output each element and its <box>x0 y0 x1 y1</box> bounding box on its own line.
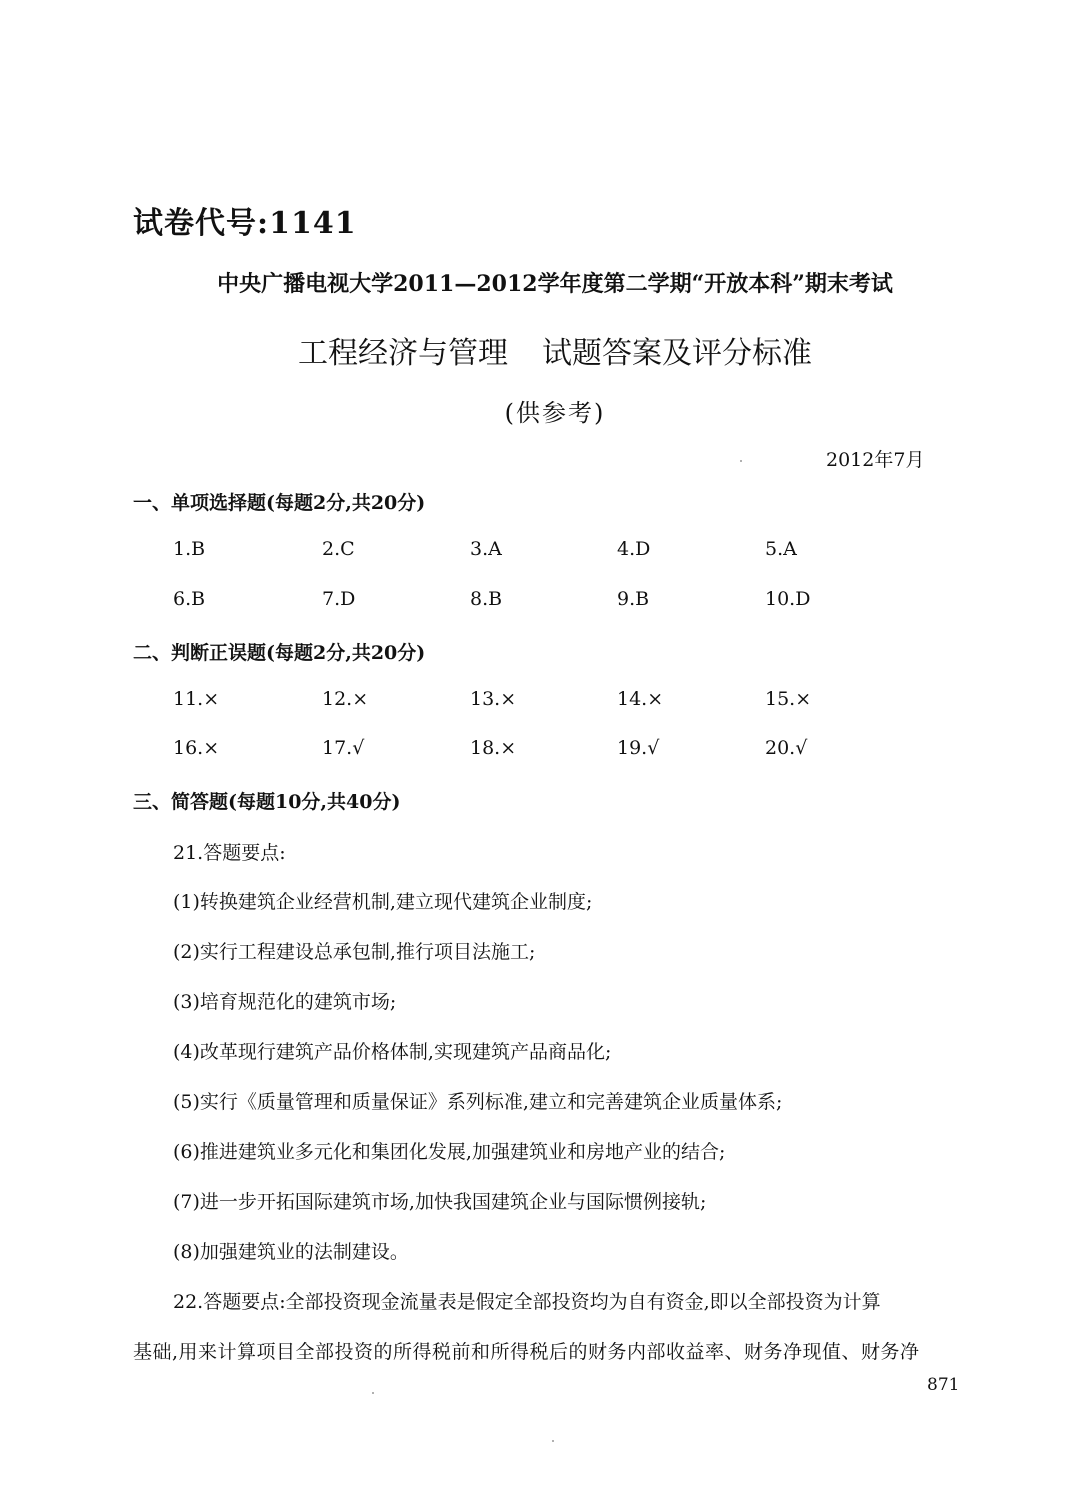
subject-title <box>0 328 1080 372</box>
answer-item: 8.B <box>470 588 503 610</box>
answer-point: (2)实行工程建设总承包制,推行项目法施工; <box>173 941 536 963</box>
answer-item: 11.× <box>173 688 220 710</box>
answer-item: 18.× <box>470 737 517 759</box>
answer-item: 19.√ <box>617 737 660 759</box>
answer-item: 9.B <box>617 588 650 610</box>
answer-point: (6)推进建筑业多元化和集团化发展,加强建筑业和房地产业的结合; <box>173 1141 726 1163</box>
question-22-line-1: 22.答题要点:全部投资现金流量表是假定全部投资均为自有资金,即以全部投资为计算 <box>173 1291 881 1313</box>
answer-item: 5.A <box>765 538 797 560</box>
answer-item: 14.× <box>617 688 664 710</box>
subject-suffix: 试题答案及评分标准 <box>542 336 812 371</box>
section-heading-1: 一、单项选择题(每题2分,共20分) <box>133 492 426 514</box>
subject-name: 工程经济与管理 <box>298 336 508 371</box>
section-heading-3: 三、简答题(每题10分,共40分) <box>133 791 401 813</box>
exam-title: 中央广播电视大学2011—2012学年度第二学期“开放本科”期末考试 <box>217 271 893 297</box>
answer-point: (1)转换建筑企业经营机制,建立现代建筑企业制度; <box>173 891 593 913</box>
page-number: 871 <box>927 1375 960 1395</box>
scan-speck <box>552 1440 554 1442</box>
answer-item: 7.D <box>322 588 356 610</box>
answer-item: 1.B <box>173 538 206 560</box>
paper-code: 试卷代号:1141 <box>133 206 357 241</box>
answer-item: 13.× <box>470 688 517 710</box>
scan-speck <box>372 1392 374 1394</box>
scan-speck <box>740 460 742 462</box>
answer-item: 4.D <box>617 538 651 560</box>
section-heading-2: 二、判断正误题(每题2分,共20分) <box>133 642 426 664</box>
question-21-title: 21.答题要点: <box>173 842 286 864</box>
answer-item: 12.× <box>322 688 369 710</box>
exam-date: 2012年7月 <box>826 449 925 471</box>
reference-note: (供参考) <box>504 399 606 427</box>
answer-item: 16.× <box>173 737 220 759</box>
answer-item: 6.B <box>173 588 206 610</box>
answer-item: 10.D <box>765 588 811 610</box>
answer-item: 2.C <box>322 538 355 560</box>
answer-point: (4)改革现行建筑产品价格体制,实现建筑产品商品化; <box>173 1041 612 1063</box>
answer-point: (3)培育规范化的建筑市场; <box>173 991 397 1013</box>
answer-point: (5)实行《质量管理和质量保证》系列标准,建立和完善建筑企业质量体系; <box>173 1091 783 1113</box>
answer-point: (7)进一步开拓国际建筑市场,加快我国建筑企业与国际惯例接轨; <box>173 1191 707 1213</box>
answer-item: 15.× <box>765 688 812 710</box>
answer-item: 3.A <box>470 538 502 560</box>
question-22-line-2: 基础,用来计算项目全部投资的所得税前和所得税后的财务内部收益率、财务净现值、财务净 <box>133 1341 920 1363</box>
answer-item: 17.√ <box>322 737 365 759</box>
answer-point: (8)加强建筑业的法制建设。 <box>173 1241 409 1263</box>
answer-item: 20.√ <box>765 737 808 759</box>
